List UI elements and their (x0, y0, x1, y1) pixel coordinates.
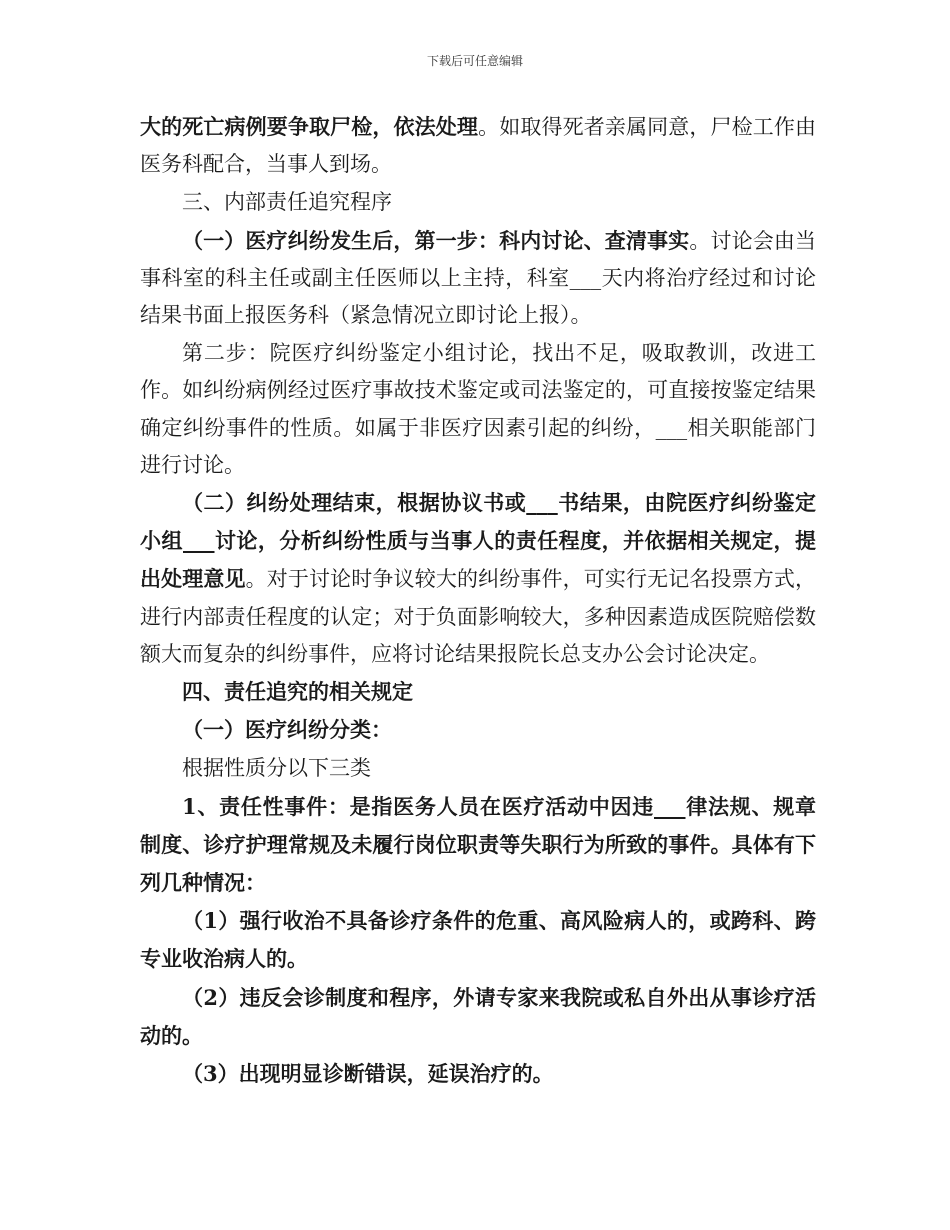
bold-text: （二）纠纷处理结束，根据协议书或___书结果，由院医疗纠纷鉴定小组___讨论，分析纠纷性质与当事人的责任程度，并依据相关规定，提出处理意见 (140, 490, 816, 592)
subsection-heading (140, 711, 816, 749)
paragraph (140, 222, 816, 335)
section-heading (140, 673, 816, 711)
bold-text: （3）出现明显诊断错误，延误治疗的。 (182, 1061, 554, 1087)
normal-text: 。讨论会由当事科室的科主任或副主任医师以上主持，科室___天内将治疗经过和讨论结果书面上报医务科（紧急情况立即讨论上报）。 (140, 228, 817, 328)
normal-text: 第二步：院医疗纠纷鉴定小组讨论，找出不足，吸取教训，改进工作。如纠纷病例经过医疗事故技术鉴定或司法鉴定的，可直接按鉴定结果确定纠纷事件的性质。如属于非医疗因素引起的纠纷，___相关职能部门进行讨论。 (140, 341, 816, 477)
paragraph (140, 749, 816, 787)
list-item (140, 1055, 816, 1093)
paragraph (140, 484, 816, 673)
bold-text: （2）违反会诊制度和程序，外请专家来我院或私自外出从事诊疗活动的。 (140, 984, 816, 1048)
paragraph (140, 334, 816, 484)
normal-text: 根据性质分以下三类 (182, 756, 371, 781)
document-body (140, 108, 816, 1093)
bold-text: （1）强行收治不具备诊疗条件的危重、高风险病人的，或跨科、跨专业收治病人的。 (140, 908, 816, 972)
bold-text: 大的死亡病例要争取尸检，依法处理 (140, 114, 479, 139)
section-heading (140, 183, 816, 221)
list-item (140, 902, 816, 978)
normal-text: 。对于讨论时争议较大的纠纷事件，可实行无记名投票方式，进行内部责任程度的认定；对于负面影响较大，多种因素造成医院赔偿数额大而复杂的纠纷事件，应将讨论结果报院长总支办公会讨论决定。 (140, 567, 817, 666)
paragraph (140, 108, 816, 183)
paragraph (140, 788, 816, 903)
bold-text: （一）医疗纠纷分类： (182, 717, 392, 743)
normal-text: 三、内部责任追究程序 (182, 190, 392, 215)
bold-text: 1、责任性事件：是指医务人员在医疗活动中因违___律法规、规章制度、诊疗护理常规及未履行岗位职责等失职行为所致的事件。具体有下列几种情况： (140, 793, 816, 896)
bold-text: （一）医疗纠纷发生后，第一步：科内讨论、查清事实 (182, 227, 690, 253)
normal-text: 。如取得死者亲属同意，尸检工作由医务科配合，当事人到场。 (140, 115, 817, 177)
page-header: 下载后可任意编辑 (426, 54, 523, 68)
bold-text: 四、责任追究的相关规定 (182, 679, 413, 705)
list-item (140, 979, 816, 1055)
